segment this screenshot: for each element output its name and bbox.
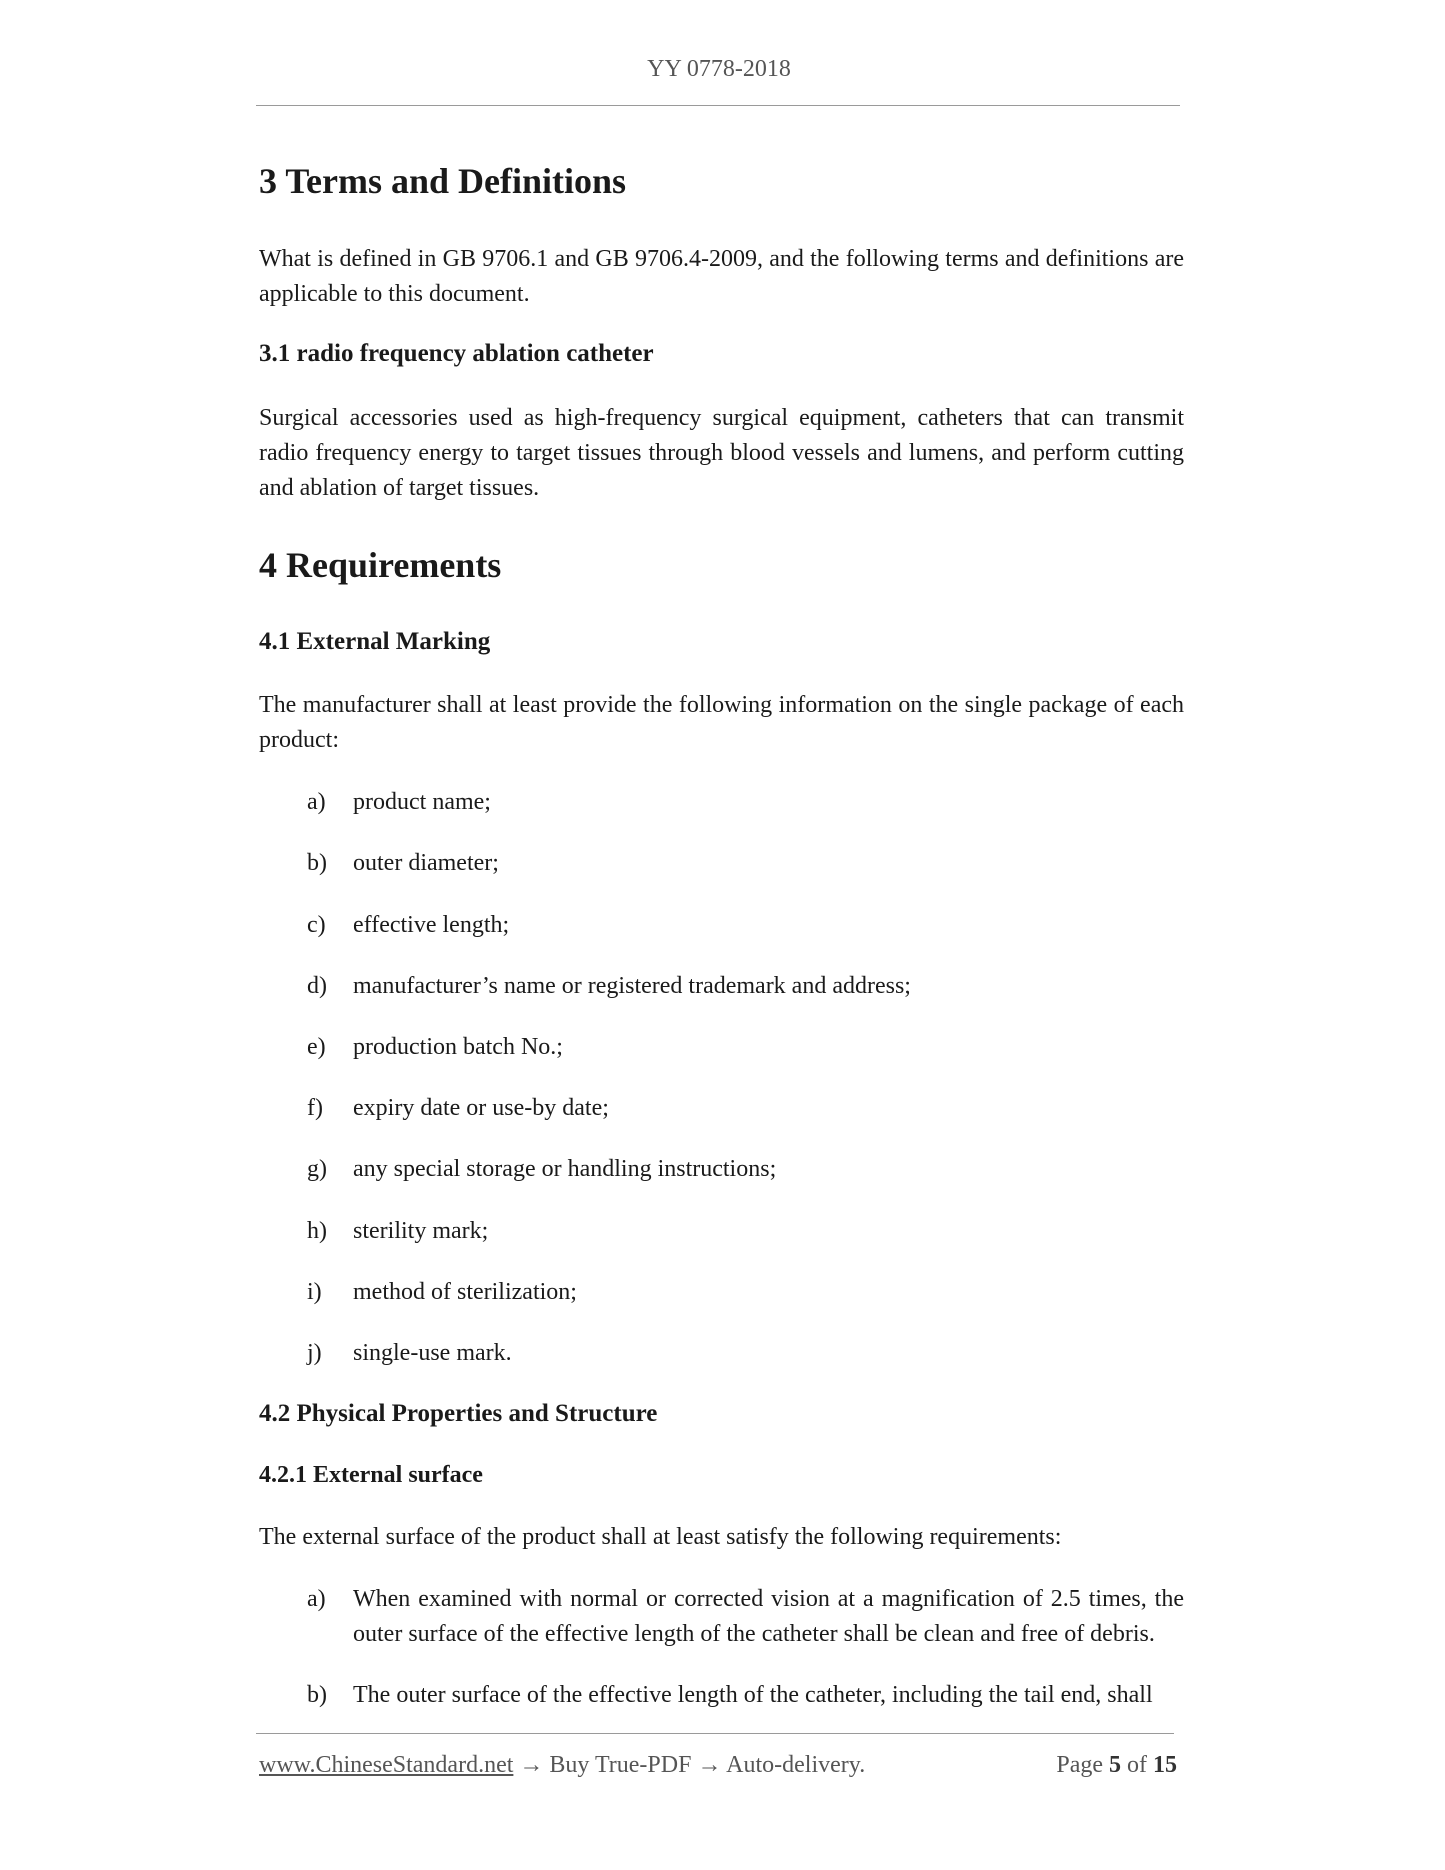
list-item-text: any special storage or handling instructions; — [353, 1156, 777, 1182]
list-item-text: method of sterilization; — [353, 1279, 577, 1305]
list-item-text: product name; — [353, 789, 491, 815]
list-item-text: effective length; — [353, 912, 510, 938]
page-word: Page — [1056, 1752, 1103, 1778]
website-link[interactable]: www.ChineseStandard.net — [259, 1752, 514, 1778]
header-doc-id: YY 0778-2018 — [647, 56, 791, 82]
page-counter — [1056, 1752, 1177, 1779]
list-item-label: g) — [307, 1156, 327, 1182]
list-item-label: j) — [307, 1340, 322, 1366]
list-item-label: b) — [307, 850, 327, 876]
section-3-heading: 3 Terms and Definitions — [259, 161, 627, 201]
list-item-label: a) — [307, 1586, 326, 1612]
section-4-1-intro: The manufacturer shall at least provide the following information on the single package of each product: — [259, 692, 1184, 753]
list-item-label: a) — [307, 789, 326, 815]
footer-promo — [259, 1752, 865, 1779]
list-item-text: manufacturer’s name or registered trademark and address; — [353, 973, 911, 999]
section-3-1-text: Surgical accessories used as high-frequency surgical equipment, catheters that can transmit radio frequency energy to target tissues through blood vessels and lumens, and perform cutting and ablation of target tissues. — [259, 405, 1184, 501]
footer-rule — [256, 1733, 1174, 1734]
list-item-label: e) — [307, 1034, 326, 1060]
list-item-label: c) — [307, 912, 326, 938]
section-3-1-heading: 3.1 radio frequency ablation catheter — [259, 340, 654, 367]
header-rule — [256, 105, 1180, 106]
list-item-label: d) — [307, 973, 327, 999]
buy-true-pdf-text: Buy True-PDF — [549, 1752, 692, 1778]
list-item-label: b) — [307, 1682, 327, 1708]
list-item-text: sterility mark; — [353, 1218, 489, 1244]
of-word: of — [1127, 1752, 1147, 1778]
section-4-1-heading: 4.1 External Marking — [259, 628, 491, 655]
list-item-text: expiry date or use-by date; — [353, 1095, 609, 1121]
list-item-label: h) — [307, 1218, 327, 1244]
section-4-2-heading: 4.2 Physical Properties and Structure — [259, 1400, 658, 1427]
list-item-label: f) — [307, 1095, 323, 1121]
section-3-intro: What is defined in GB 9706.1 and GB 9706.4-2009, and the following terms and definitions are applicable to this document. — [259, 246, 1184, 307]
list-item-text: When examined with normal or corrected vision at a magnification of 2.5 times, the outer surface of the effective length of the catheter shall be clean and free of debris. — [353, 1586, 1184, 1647]
section-4-heading: 4 Requirements — [259, 545, 502, 585]
section-4-2-1-heading: 4.2.1 External surface — [259, 1462, 483, 1488]
list-item-text: single-use mark. — [353, 1340, 512, 1366]
auto-delivery-text: Auto-delivery. — [726, 1752, 866, 1778]
page-total: 15 — [1153, 1752, 1177, 1778]
list-item-label: i) — [307, 1279, 322, 1305]
section-4-2-1-intro: The external surface of the product shall at least satisfy the following requirements: — [259, 1524, 1062, 1550]
footer — [259, 1752, 1177, 1786]
list-item-text: The outer surface of the effective length of the catheter, including the tail end, shall — [353, 1682, 1153, 1708]
page-number: 5 — [1109, 1752, 1121, 1778]
arrow-icon: → — [519, 1752, 544, 1778]
list-item-text: outer diameter; — [353, 850, 499, 876]
list-item-text: production batch No.; — [353, 1034, 563, 1060]
arrow-icon: → — [697, 1752, 722, 1778]
